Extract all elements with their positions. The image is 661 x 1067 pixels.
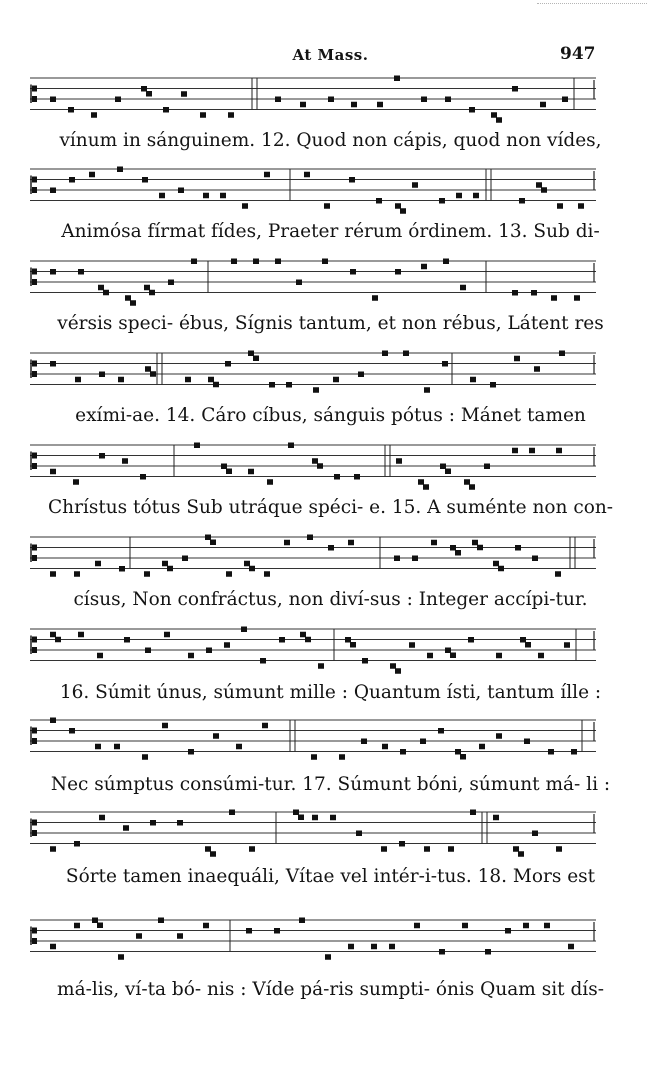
neume-note <box>50 188 56 194</box>
neume-note <box>122 458 128 464</box>
neume-note <box>300 102 306 108</box>
neume-note <box>99 453 105 459</box>
neume-note <box>150 820 156 826</box>
page-number: 947 <box>560 44 596 64</box>
neume-note <box>286 382 292 388</box>
neume-note <box>144 285 150 291</box>
neume-note <box>455 550 461 556</box>
neume-note <box>95 744 101 750</box>
neume-note <box>412 556 418 562</box>
neume-note <box>253 356 259 362</box>
neume-note <box>69 177 75 183</box>
neume-note <box>557 203 563 209</box>
neume-note <box>296 280 302 286</box>
lyric-line-1: vínum in sánguinem. 12. Quod non cápis, quod non vídes, <box>59 130 602 151</box>
neume-note <box>205 535 211 541</box>
neume-note <box>293 810 299 816</box>
neume-note <box>361 739 367 745</box>
clef-mark <box>32 269 37 275</box>
neume-note <box>468 637 474 643</box>
neume-note <box>496 117 502 123</box>
lyric-line-9: Sórte tamen inaequáli, Vítae vel intér-i-tus. 18. Mors est <box>65 866 596 887</box>
lyric-line-6: císus, Non confráctus, non diví-sus : Integer accípi-tur. <box>73 589 588 610</box>
neume-note <box>298 815 304 821</box>
neume-note <box>512 86 518 92</box>
neume-note <box>568 944 574 950</box>
neume-note <box>431 540 437 546</box>
neume-note <box>485 949 491 955</box>
neume-note <box>224 642 230 648</box>
neume-note <box>472 540 478 546</box>
neume-note <box>144 571 150 577</box>
neume-note <box>74 923 80 929</box>
neume-note <box>274 928 280 934</box>
neume-note <box>484 464 490 470</box>
neume-note <box>124 637 130 643</box>
neume-note <box>334 474 340 480</box>
neume-note <box>74 571 80 577</box>
neume-note <box>185 377 191 383</box>
neume-note <box>445 469 451 475</box>
neume-note <box>140 474 146 480</box>
neume-note <box>68 107 74 113</box>
neume-note <box>409 642 415 648</box>
clef-mark <box>32 86 37 92</box>
neume-note <box>525 642 531 648</box>
neume-note <box>97 653 103 659</box>
neume-note <box>92 918 98 924</box>
neume-note <box>141 86 147 92</box>
neume-note <box>279 637 285 643</box>
neume-note <box>158 918 164 924</box>
neume-note <box>541 187 547 193</box>
neume-note <box>142 177 148 183</box>
neume-note <box>318 663 324 669</box>
neume-note <box>376 198 382 204</box>
neume-note <box>162 561 168 567</box>
neume-note <box>118 377 124 383</box>
neume-note <box>372 295 378 301</box>
neume-note <box>424 846 430 852</box>
neume-note <box>95 561 101 567</box>
neume-note <box>150 371 156 377</box>
clef-mark <box>32 938 37 944</box>
neume-note <box>493 815 499 821</box>
clef-mark <box>32 187 37 193</box>
neume-note <box>574 295 580 301</box>
neume-note <box>571 749 577 755</box>
neume-note <box>531 290 537 296</box>
neume-note <box>300 632 306 638</box>
neume-note <box>229 810 235 816</box>
neume-note <box>231 259 237 265</box>
neume-note <box>544 923 550 929</box>
neume-note <box>241 627 247 633</box>
neume-note <box>515 545 521 551</box>
clef-mark <box>32 177 37 183</box>
neume-note <box>304 172 310 178</box>
clef-mark <box>32 361 37 367</box>
neume-note <box>381 846 387 852</box>
neume-note <box>328 97 334 103</box>
neume-note <box>538 653 544 659</box>
neume-note <box>75 377 81 383</box>
neume-note <box>203 193 209 199</box>
neume-note <box>55 637 61 643</box>
clef-mark <box>32 545 37 551</box>
neume-note <box>354 474 360 480</box>
neume-note <box>534 366 540 372</box>
neume-note <box>264 172 270 178</box>
neume-note <box>460 285 466 291</box>
clef-mark <box>32 728 37 734</box>
neume-note <box>322 259 328 265</box>
lyric-line-5: Chrístus tótus Sub utráque spéci- e. 15. A suménte non con- <box>48 497 613 518</box>
neume-note <box>356 831 362 837</box>
neume-note <box>556 846 562 852</box>
neume-note <box>414 923 420 929</box>
neume-note <box>551 295 557 301</box>
neume-note <box>203 923 209 929</box>
neume-note <box>460 754 466 760</box>
neume-note <box>464 479 470 485</box>
neume-note <box>226 571 232 577</box>
neume-note <box>50 571 56 577</box>
lyric-line-4: exími-ae. 14. Cáro cíbus, sánguis pótus : Mánet tamen <box>75 405 586 426</box>
neume-note <box>491 112 497 118</box>
lyric-line-7: 16. Súmit únus, súmunt mille : Quantum ísti, tantum ílle : <box>59 682 602 703</box>
lyric-line-10: má-lis, ví-ta bó- nis : Víde pá-ris sumpti- ónis Quam sit dís- <box>57 979 604 1000</box>
neume-note <box>564 642 570 648</box>
neume-note <box>248 351 254 357</box>
neume-note <box>50 97 56 103</box>
clef-mark <box>32 463 37 469</box>
neume-note <box>377 102 383 108</box>
neume-note <box>540 102 546 108</box>
neume-note <box>477 545 483 551</box>
neume-note <box>244 561 250 567</box>
clef-mark <box>32 96 37 102</box>
neume-note <box>518 851 524 857</box>
neume-note <box>167 566 173 572</box>
neume-note <box>119 566 125 572</box>
neume-note <box>50 846 56 852</box>
neume-note <box>177 933 183 939</box>
neume-note <box>390 663 396 669</box>
neume-note <box>421 264 427 270</box>
neume-note <box>205 846 211 852</box>
neume-note <box>248 469 254 475</box>
lyric-line-8: Nec súmptus consúmi-tur. 17. Súmunt bóni, súmunt má- li : <box>50 774 611 795</box>
neume-note <box>275 97 281 103</box>
neume-note <box>164 632 170 638</box>
neume-note <box>142 754 148 760</box>
neume-note <box>536 182 542 188</box>
neume-note <box>168 280 174 286</box>
neume-note <box>371 944 377 950</box>
neume-note <box>177 820 183 826</box>
neume-note <box>115 97 121 103</box>
neume-note <box>348 540 354 546</box>
neume-note <box>512 448 518 454</box>
neume-note <box>307 535 313 541</box>
neume-note <box>118 954 124 960</box>
neume-note <box>225 361 231 367</box>
neume-note <box>443 259 449 265</box>
neume-note <box>305 637 311 643</box>
neume-note <box>512 290 518 296</box>
neume-note <box>395 269 401 275</box>
neume-note <box>313 387 319 393</box>
neume-note <box>412 182 418 188</box>
neume-note <box>145 366 151 372</box>
neume-note <box>505 928 511 934</box>
neume-note <box>395 668 401 674</box>
neume-note <box>78 632 84 638</box>
neume-note <box>330 815 336 821</box>
neume-note <box>513 846 519 852</box>
clef-mark <box>32 928 37 934</box>
neume-note <box>299 918 305 924</box>
neume-note <box>345 637 351 643</box>
neume-note <box>514 356 520 362</box>
neume-note <box>99 815 105 821</box>
neume-note <box>523 923 529 929</box>
neume-note <box>400 208 406 214</box>
neume-note <box>498 566 504 572</box>
neume-note <box>145 648 151 654</box>
neume-note <box>210 540 216 546</box>
clef-mark <box>32 371 37 377</box>
neume-note <box>348 944 354 950</box>
neume-note <box>532 556 538 562</box>
neume-note <box>578 203 584 209</box>
neume-note <box>182 556 188 562</box>
neume-note <box>260 658 266 664</box>
neume-note <box>226 469 232 475</box>
neume-note <box>427 653 433 659</box>
neume-note <box>242 203 248 209</box>
lyric-line-3: vérsis speci- ébus, Sígnis tantum, et non rébus, Látent res <box>57 313 604 334</box>
neume-note <box>394 76 400 82</box>
neume-note <box>99 372 105 378</box>
neume-note <box>221 464 227 470</box>
neume-note <box>349 177 355 183</box>
neume-note <box>382 744 388 750</box>
neume-note <box>358 372 364 378</box>
neume-note <box>163 107 169 113</box>
neume-note <box>462 923 468 929</box>
neume-note <box>97 923 103 929</box>
neume-note <box>178 188 184 194</box>
neume-note <box>470 810 476 816</box>
neume-note <box>130 300 136 306</box>
neume-note <box>445 648 451 654</box>
neume-note <box>520 637 526 643</box>
neume-note <box>267 479 273 485</box>
neume-note <box>421 97 427 103</box>
neume-note <box>275 259 281 265</box>
neume-note <box>194 443 200 449</box>
neume-note <box>50 718 56 724</box>
neume-note <box>317 463 323 469</box>
neume-note <box>403 351 409 357</box>
clef-mark <box>32 555 37 561</box>
neume-note <box>470 377 476 383</box>
neume-note <box>450 653 456 659</box>
neume-note <box>220 193 226 199</box>
neume-note <box>418 479 424 485</box>
neume-note <box>188 749 194 755</box>
neume-note <box>149 290 155 296</box>
neume-note <box>440 464 446 470</box>
neume-note <box>473 193 479 199</box>
neume-note <box>339 754 345 760</box>
neume-note <box>146 91 152 97</box>
neume-note <box>555 571 561 577</box>
neume-note <box>117 167 123 173</box>
neume-note <box>496 653 502 659</box>
neume-note <box>311 754 317 760</box>
neume-note <box>324 203 330 209</box>
neume-note <box>69 728 75 734</box>
neume-note <box>159 193 165 199</box>
neume-note <box>456 193 462 199</box>
neume-note <box>253 259 259 265</box>
neume-note <box>450 545 456 551</box>
neume-note <box>50 361 56 367</box>
clef-mark <box>32 453 37 459</box>
neume-note <box>210 851 216 857</box>
neume-note <box>548 749 554 755</box>
neume-note <box>246 928 252 934</box>
neume-note <box>556 448 562 454</box>
neume-note <box>103 290 109 296</box>
neume-note <box>351 102 357 108</box>
clef-mark <box>32 647 37 653</box>
neume-note <box>312 815 318 821</box>
neume-note <box>269 382 275 388</box>
neume-note <box>396 458 402 464</box>
neume-note <box>532 831 538 837</box>
neume-note <box>162 723 168 729</box>
neume-note <box>312 458 318 464</box>
neume-note <box>493 561 499 567</box>
neume-note <box>350 269 356 275</box>
neume-note <box>136 933 142 939</box>
neume-note <box>200 112 206 118</box>
neume-note <box>445 97 451 103</box>
running-header: At Mass. <box>292 46 369 64</box>
neume-note <box>191 259 197 265</box>
neume-note <box>325 954 331 960</box>
clef-mark <box>32 830 37 836</box>
neume-note <box>188 653 194 659</box>
neume-note <box>288 443 294 449</box>
neume-note <box>423 484 429 490</box>
neume-note <box>420 739 426 745</box>
neume-note <box>114 744 120 750</box>
clef-mark <box>32 820 37 826</box>
clef-mark <box>32 637 37 643</box>
neume-note <box>50 269 56 275</box>
neume-note <box>123 825 129 831</box>
neume-note <box>442 361 448 367</box>
neume-note <box>562 97 568 103</box>
neume-note <box>448 846 454 852</box>
neume-note <box>424 387 430 393</box>
neume-note <box>181 91 187 97</box>
neume-note <box>524 739 530 745</box>
neume-note <box>439 198 445 204</box>
neume-note <box>559 351 565 357</box>
neume-note <box>389 944 395 950</box>
neume-note <box>400 749 406 755</box>
neume-note <box>249 566 255 572</box>
neume-note <box>455 749 461 755</box>
neume-note <box>213 382 219 388</box>
neume-note <box>439 949 445 955</box>
neume-note <box>469 484 475 490</box>
neume-note <box>438 728 444 734</box>
neume-note <box>249 846 255 852</box>
neume-note <box>333 377 339 383</box>
neume-note <box>73 479 79 485</box>
neume-note <box>206 648 212 654</box>
lyric-line-2: Animósa fírmat fídes, Praeter rérum órdinem. 13. Sub di- <box>61 221 600 242</box>
neume-note <box>382 351 388 357</box>
neume-note <box>89 172 95 178</box>
neume-note <box>284 540 290 546</box>
neume-note <box>399 841 405 847</box>
neume-note <box>264 571 270 577</box>
neume-note <box>496 733 502 739</box>
neume-note <box>262 723 268 729</box>
neume-note <box>50 469 56 475</box>
neume-note <box>50 632 56 638</box>
clef-mark <box>32 738 37 744</box>
neume-note <box>362 658 368 664</box>
neume-note <box>213 733 219 739</box>
neume-note <box>74 841 80 847</box>
neume-note <box>469 107 475 113</box>
neume-note <box>228 112 234 118</box>
neume-note <box>519 198 525 204</box>
neume-note <box>208 377 214 383</box>
neume-note <box>125 295 131 301</box>
clef-mark <box>32 279 37 285</box>
neume-note <box>78 269 84 275</box>
neume-note <box>236 744 242 750</box>
neume-note <box>98 285 104 291</box>
neume-note <box>394 556 400 562</box>
neume-note <box>479 744 485 750</box>
neume-note <box>50 944 56 950</box>
neume-note <box>328 545 334 551</box>
neume-note <box>529 448 535 454</box>
neume-note <box>395 203 401 209</box>
neume-note <box>490 382 496 388</box>
neume-note <box>91 112 97 118</box>
neume-note <box>350 642 356 648</box>
